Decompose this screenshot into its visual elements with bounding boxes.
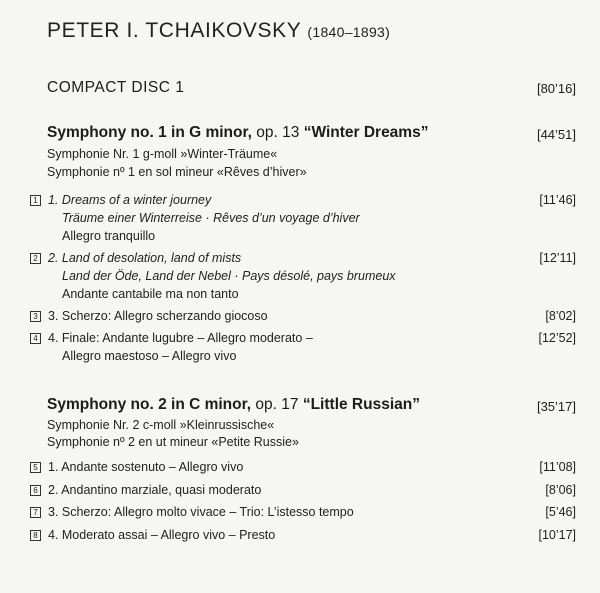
track-title: 3. Scherzo: Allegro scherzando giocoso	[48, 309, 268, 323]
composer-heading	[47, 19, 390, 43]
track-tempo: Andante cantabile ma non tanto	[62, 287, 239, 301]
track-duration: [5’46]	[545, 505, 576, 519]
track-title: 2. Land of desolation, land of mists	[48, 251, 242, 265]
track-duration: [8’06]	[545, 483, 576, 497]
symphony-1-title	[47, 124, 428, 142]
symphony-2-nickname: “Little Russian”	[302, 396, 420, 413]
track-subtitle: Träume einer Winterreise · Rêves d’un voyage d’hiver	[62, 211, 360, 225]
symphony-2-name: Symphony no. 2 in C minor,	[47, 396, 252, 413]
track-number-box: 7	[30, 507, 41, 518]
symphony-1-french-title: Symphonie nº 1 en sol mineur «Rêves d’hiver»	[47, 165, 307, 179]
symphony-1-german-title: Symphonie Nr. 1 g-moll »Winter-Träume«	[47, 147, 278, 161]
composer-name: PETER I. TCHAIKOVSKY	[47, 19, 301, 42]
symphony-2-duration: [35’17]	[536, 399, 576, 414]
track-title: 2. Andantino marziale, quasi moderato	[48, 483, 262, 497]
symphony-2-german-title: Symphonie Nr. 2 c-moll »Kleinrussische«	[47, 418, 275, 432]
disc-label: COMPACT DISC 1	[47, 79, 185, 96]
track-title: 1. Dreams of a winter journey	[48, 193, 212, 207]
track-number-box: 4	[30, 333, 41, 344]
symphony-1-nickname: “Winter Dreams”	[303, 124, 429, 141]
symphony-1-opus: op. 13	[256, 124, 300, 141]
symphony-1-duration: [44’51]	[536, 127, 576, 142]
track-duration: [11’08]	[539, 460, 576, 474]
track-title: 3. Scherzo: Allegro molto vivace – Trio: L’istesso tempo	[48, 505, 354, 519]
track-duration: [10’17]	[538, 528, 576, 542]
track-title: 4. Finale: Andante lugubre – Allegro moderato –	[48, 331, 313, 345]
track-duration: [8’02]	[545, 309, 576, 323]
track-number-box: 3	[30, 311, 41, 322]
symphony-2-title	[47, 396, 420, 414]
track-number-box: 5	[30, 462, 41, 473]
track-number-box: 1	[30, 195, 41, 206]
composer-dates: (1840–1893)	[307, 24, 391, 40]
track-subtitle: Allegro maestoso – Allegro vivo	[62, 349, 237, 363]
track-duration: [12’11]	[539, 251, 576, 265]
track-title: 1. Andante sostenuto – Allegro vivo	[48, 460, 244, 474]
symphony-2-french-title: Symphonie nº 2 en ut mineur «Petite Russie»	[47, 435, 299, 449]
symphony-2-opus: op. 17	[255, 396, 299, 413]
track-duration: [12’52]	[538, 331, 576, 345]
track-number-box: 8	[30, 530, 41, 541]
symphony-1-name: Symphony no. 1 in G minor,	[47, 124, 252, 141]
track-number-box: 2	[30, 253, 41, 264]
disc-duration: [80’16]	[536, 81, 576, 96]
track-number-box: 6	[30, 485, 41, 496]
track-tempo: Allegro tranquillo	[62, 229, 156, 243]
track-title: 4. Moderato assai – Allegro vivo – Presto	[48, 528, 276, 542]
track-subtitle: Land der Öde, Land der Nebel · Pays désolé, pays brumeux	[62, 269, 396, 283]
track-duration: [11’46]	[539, 193, 576, 207]
